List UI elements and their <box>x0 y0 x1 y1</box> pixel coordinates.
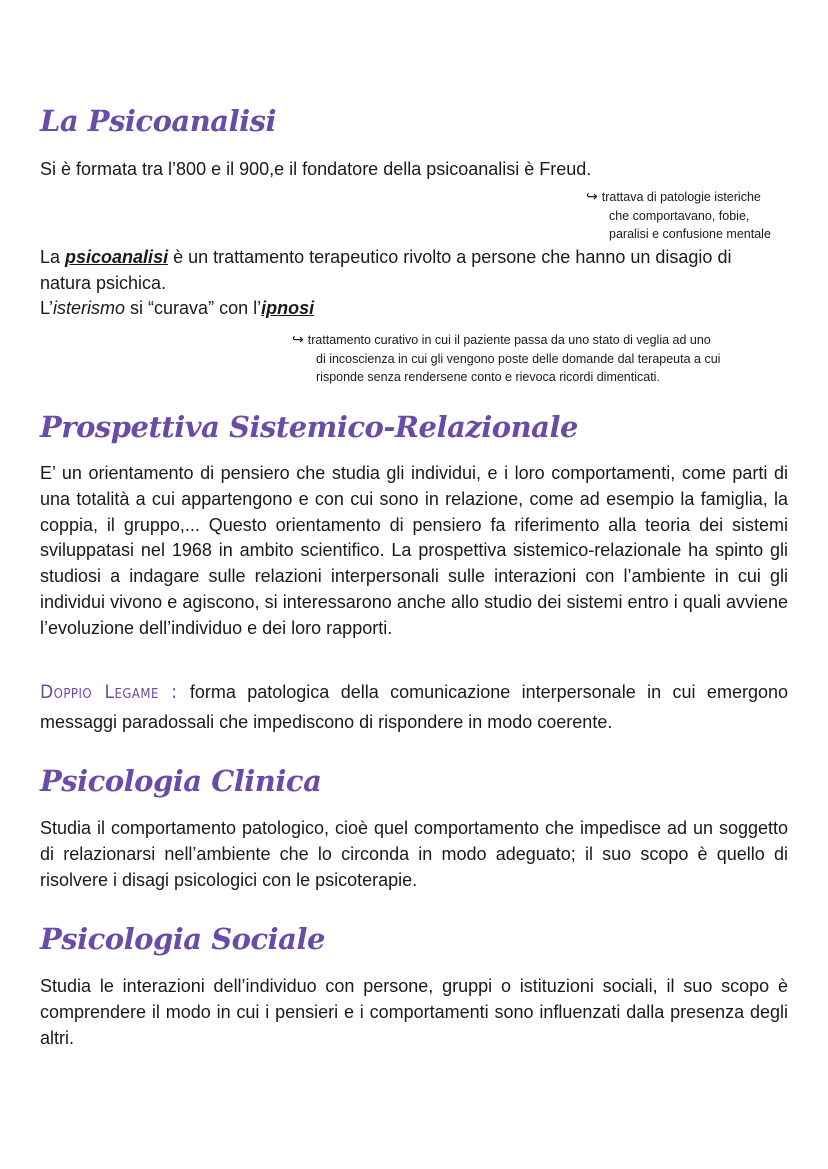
isterismo-line <box>40 297 314 319</box>
term-isterismo: isterismo <box>53 298 126 318</box>
note-line: trattava di patologie isteriche <box>601 190 761 204</box>
doppio-legame-definition <box>40 677 788 737</box>
heading-psicologia-clinica: Psicologia Clinica <box>40 764 322 798</box>
note-ipnosi <box>292 330 720 387</box>
heading-prospettiva: Prospettiva Sistemico-Relazionale <box>40 410 578 444</box>
note-line: paralisi e confusione mentale <box>609 227 771 241</box>
text: L’ <box>40 298 54 318</box>
note-line: risponde senza rendersene conto e rievoca ricordi dimenticati. <box>316 370 660 384</box>
text: La <box>40 247 66 267</box>
psicoanalisi-definition-cont: natura psichica. <box>40 273 167 293</box>
note-isterismo <box>586 187 771 244</box>
term-doppio-legame: Doppio Legame <box>40 681 159 703</box>
psicologia-clinica-body: Studia il comportamento patologico, cioè quel comportamento che impedisce ad un soggetto di relazionarsi nell’ambiente che lo circonda in modo adeguato; il suo scopo è quello di risolvere i disagi psicologici con le psicoterapie. <box>40 818 788 890</box>
term-psicoanalisi: psicoanalisi <box>65 247 169 267</box>
term-ipnosi: ipnosi <box>261 298 315 318</box>
term-separator: : <box>158 681 190 703</box>
text: è un trattamento terapeutico rivolto a persone che hanno un disagio di <box>168 247 732 267</box>
prospettiva-body: E’ un orientamento di pensiero che studia gli individui, e i loro comportamenti, come parti di una totalità a cui appartengono e con cui sono in relazione, come ad esempio la famiglia, la coppia, il gruppo,... Questo orientamento di pensiero fa riferimento alla teoria dei sistemi sviluppatasi nel 1968 in ambito scientifico. La prospettiva sistemico-relazionale ha spinto gli studiosi a indagare sulle relazioni interpersonali sulle interazioni con l’ambiente in cui gli individui vivono e agiscono, si interessarono anche allo studio dei sistemi entro i quali avviene l’evoluzione dell’individuo e dei loro rapporti. <box>40 463 788 638</box>
text: si “curava” con l’ <box>125 298 262 318</box>
psicologia-sociale-body: Studia le interazioni dell’individuo con persone, gruppi o istituzioni sociali, il suo scopo è comprendere il modo in cui i pensieri e i comportamenti sono influenzati dalla presenza degli altri. <box>40 976 788 1048</box>
heading-psicoanalisi: La Psicoanalisi <box>40 104 276 138</box>
text: forma patologica della comunicazione interpersonale in cui emergono messaggi paradossali che impediscono di rispondere in modo coerente. <box>40 682 788 732</box>
curved-arrow-icon: ↪ <box>586 188 598 204</box>
psicoanalisi-intro: Si è formata tra l’800 e il 900,e il fondatore della psicoanalisi è Freud. <box>40 159 592 179</box>
note-line: di incoscienza in cui gli vengono poste delle domande dal terapeuta a cui <box>316 351 721 366</box>
note-line: che comportavano, fobie, <box>609 208 750 223</box>
heading-psicologia-sociale: Psicologia Sociale <box>40 922 325 956</box>
psicoanalisi-definition <box>40 246 731 268</box>
note-line: trattamento curativo in cui il paziente passa da uno stato di veglia ad uno <box>307 333 711 347</box>
curved-arrow-icon: ↪ <box>292 331 304 347</box>
